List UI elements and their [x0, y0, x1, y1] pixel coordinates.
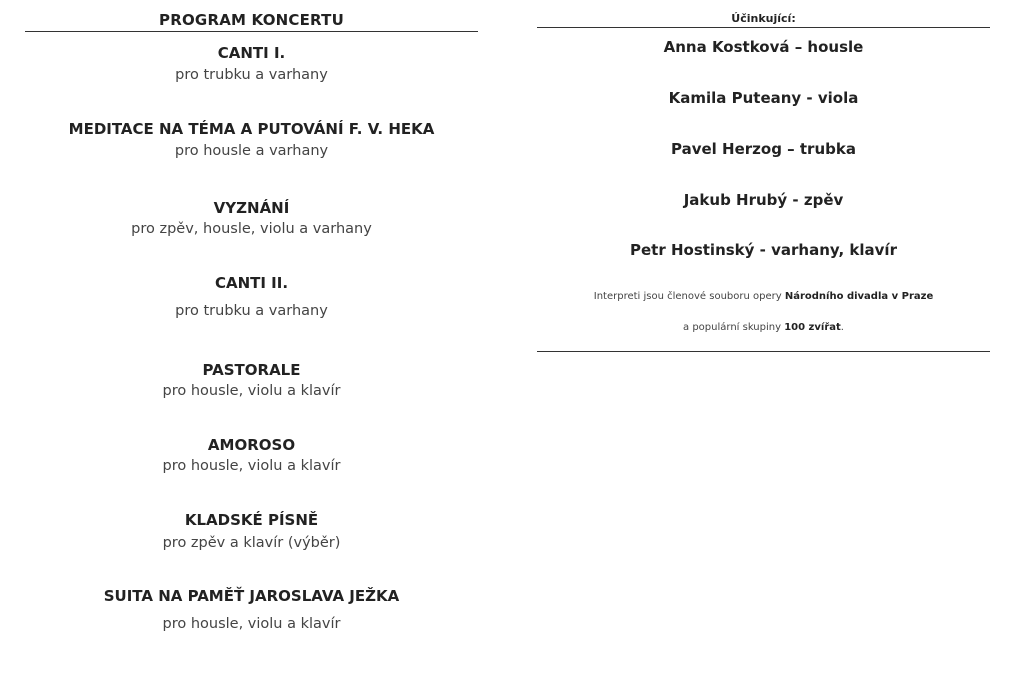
piece-subtitle-suita: pro housle, violu a klavír — [162, 616, 341, 632]
piece-subtitle-pastorale: pro housle, violu a klavír — [162, 383, 341, 399]
piece-title-pastorale: PASTORALE — [202, 361, 301, 379]
piece-subtitle-meditace: pro housle a varhany — [174, 143, 329, 159]
note-line-2-text: a populární skupiny — [683, 322, 785, 333]
performer-anna-kostkova: Anna Kostková – housle — [663, 38, 864, 56]
performer-pavel-herzog: Pavel Herzog – trubka — [671, 140, 856, 158]
piece-subtitle-amoroso: pro housle, violu a klavír — [162, 458, 341, 474]
performer-kamila-puteany: Kamila Puteany - viola — [668, 89, 859, 107]
note-line-2-bold: 100 zvířat — [784, 322, 841, 333]
piece-subtitle-canti-2: pro trubku a varhany — [175, 303, 328, 319]
program-heading: PROGRAM KONCERTU — [159, 11, 344, 29]
piece-title-vyznani: VYZNÁNÍ — [213, 199, 290, 217]
piece-subtitle-kladske-pisne: pro zpěv a klavír (výběr) — [162, 535, 341, 551]
performers-bottom-rule — [537, 351, 990, 352]
note-line-1-text: Interpreti jsou členové souboru opery — [593, 291, 785, 302]
piece-title-canti-2: CANTI II. — [214, 274, 289, 292]
performers-heading-rule — [537, 27, 990, 28]
piece-title-canti-1: CANTI I. — [217, 44, 286, 62]
piece-subtitle-vyznani: pro zpěv, housle, violu a varhany — [131, 221, 372, 237]
performer-petr-hostinsky: Petr Hostinský - varhany, klavír — [630, 241, 897, 259]
note-line-2-end: . — [840, 322, 844, 333]
piece-title-meditace: MEDITACE NA TÉMA A PUTOVÁNÍ F. V. HEKA — [68, 120, 435, 138]
note-line-1-bold: Národního divadla v Praze — [784, 291, 934, 302]
piece-title-amoroso: AMOROSO — [207, 436, 296, 454]
performers-note-line-2 — [537, 322, 990, 333]
piece-title-kladske-pisne: KLADSKÉ PÍSNĚ — [184, 511, 319, 529]
piece-subtitle-canti-1: pro trubku a varhany — [175, 67, 328, 83]
program-heading-rule — [25, 31, 478, 32]
performers-note-line-1 — [537, 291, 990, 302]
performer-jakub-hruby: Jakub Hrubý - zpěv — [683, 191, 844, 209]
performers-heading: Účinkující: — [731, 12, 796, 25]
piece-title-suita: SUITA NA PAMĚŤ JAROSLAVA JEŽKA — [103, 587, 400, 605]
